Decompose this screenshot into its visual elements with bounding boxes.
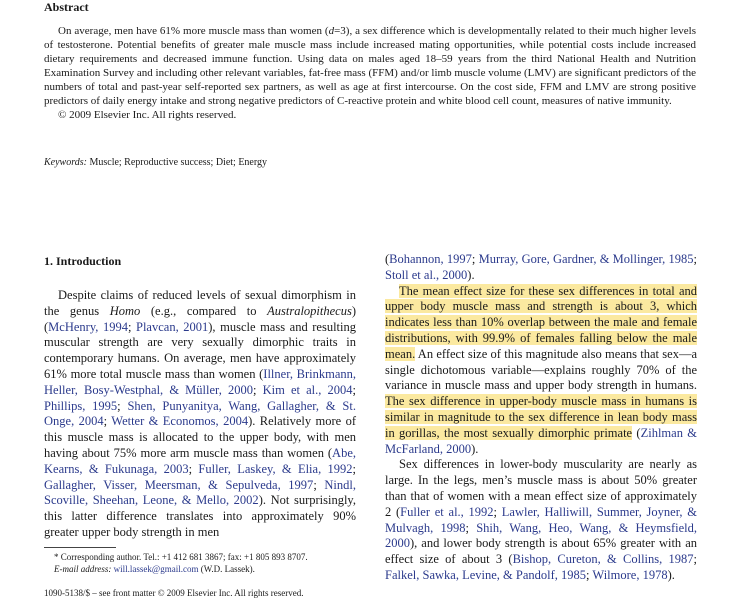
citation-link[interactable]: Falkel, Sawka, Levine, & Pandolf, 1985 [385,567,587,582]
citation-link[interactable]: Fuller et al., 1992 [400,504,494,519]
abstract-heading: Abstract [44,0,89,14]
citation-link[interactable]: Plavcan, 2001 [136,319,209,334]
citation-link[interactable]: Kim et al., 2004 [262,382,353,397]
citation-link[interactable]: Bishop, Cureton, & Collins, 1987 [512,552,694,567]
citation-link[interactable]: McHenry, 1994 [48,319,128,334]
citation-link[interactable]: Shen, Punyanitya, Wang, Gallagher, & St. Onge, 2004 [44,398,356,429]
citation-link[interactable]: Zihlman & McFarland, 2000 [385,425,697,456]
keywords-line [44,156,267,169]
footnote-divider [44,547,116,548]
email-link[interactable]: will.lassek@gmail.com [111,564,199,574]
citation-link[interactable]: Lawler, Halliwill, Summer, Joyner, & Mulvagh, 1998 [385,504,697,535]
keywords-label: Keywords: [44,157,87,168]
citation-link[interactable]: Fuller, Laskey, & Elia, 1992 [198,461,353,476]
abstract-paragraph: On average, men have 61% more muscle mass than women (d=3), a sex difference which is developmentally related to their much higher levels of testosterone. Potential benefits of greater male muscle mass include increased mating opportunities, while potential costs include increased dietary requirements and decreased immune function. Using data on males aged 18–59 years from the third National Health and Nutrition Examination Survey and including other relevant variables, fat-free mass (FFM) and/or limb muscle volume (LMV) are significant predictors of the numbers of total and past-year self-reported sex partners, as well as age at first intercourse. On the cost side, FFM and LMV are strong positive predictors of daily energy intake and strong negative predictors of C-reactive protein and white blood cell count, measures of native immunity. [44,25,697,107]
email-line: E-mail address: will.lassek@gmail.com (W.D. Lassek). [54,564,255,574]
front-matter-line: 1090-5138/$ – see front matter © 2009 Elsevier Inc. All rights reserved. [44,588,304,598]
intro-paragraph-3: Sex differences in lower-body muscularity are nearly as large. In the legs, men’s muscle mass is about 50% greater than that of women with a mean effect size of approximately 2 (Fuller et al., 1992; Lawler, Halliwill, Summer, Joyner, & Mulvagh, 1998; Shih, Wang, Heo, Wang, & Heymsfield, 2000), and lower body strength is about 65% greater with an effect size of about 3 (Bishop, Cureton, & Collins, 1987; Falkel, Sawka, Levine, & Pandolf, 1985; Wilmore, 1978). [385,457,698,582]
corresponding-author: * Corresponding author. Tel.: +1 412 681 3867; fax: +1 805 893 8707. [54,552,308,562]
citation-link[interactable]: Nindl, Scoville, Sheehan, Leone, & Mello, 2002 [44,477,356,508]
intro-paragraph-1: Despite claims of reduced levels of sexual dimorphism in the genus Homo (e.g., compared to Australopithecus) (McHenry, 1994; Plavcan, 2001), muscle mass and resulting muscular strength are very sexually dimorphic traits in contemporary humans. On average, men have approximately 61% more total muscle mass than women (Illner, Brinkmann, Heller, Bosy-Westphal, & Müller, 2000; Kim et al., 2004; Phillips, 1995; Shen, Punyanitya, Wang, Gallagher, & St. Onge, 2004; Wetter & Economos, 2004). Relatively more of this muscle mass is allocated to the upper body, with men having about 75% more arm muscle mass than women (Abe, Kearns, & Fukunaga, 2003; Fuller, Laskey, & Elia, 1992; Gallagher, Visser, Meersman, & Sepulveda, 1997; Nindl, Scoville, Sheehan, Leone, & Mello, 2002). Not surprisingly, this latter difference translates into approximately 90% greater upper body strength in men [44,288,357,539]
intro-paragraph-1-continued: (Bohannon, 1997; Murray, Gore, Gardner, & Mollinger, 1985; Stoll et al., 2000). [385,252,698,282]
citation-link[interactable]: Phillips, 1995 [44,398,118,413]
footnote [44,551,364,575]
citation-link[interactable]: Illner, Brinkmann, Heller, Bosy-Westphal, & Müller, 2000 [44,366,356,397]
citation-link[interactable]: Bohannon, 1997 [389,252,472,266]
section-heading-introduction: 1. Introduction [44,254,122,268]
highlighted-passage: The sex difference in upper-body muscle mass in humans is similar in magnitude to the sex difference in lean body mass in gorillas, the most sexually dimorphic primate [385,394,697,440]
highlighted-passage: The mean effect size for these sex differences in total and upper body muscle mass and strength is about 3, which indicates less than 10% overlap between the male and female distributions, with 99.9% of females falling below the male mean. [385,283,697,361]
abstract-body [44,24,696,122]
keywords-text: Muscle; Reproductive success; Diet; Energy [86,157,268,168]
citation-link[interactable]: Wetter & Economos, 2004 [111,414,249,429]
citation-link[interactable]: Shih, Wang, Heo, Wang, & Heymsfield, 2000 [385,520,697,551]
email-label: E-mail address: [54,564,112,574]
abstract-copyright: © 2009 Elsevier Inc. All rights reserved. [58,109,237,121]
citation-link[interactable]: Stoll et al., 2000 [385,267,468,282]
left-column [44,253,356,541]
citation-link[interactable]: Abe, Kearns, & Fukunaga, 2003 [44,445,356,476]
citation-link[interactable]: Wilmore, 1978 [592,567,668,582]
citation-link[interactable]: Gallagher, Visser, Meersman, & Sepulveda, 1997 [44,477,314,492]
citation-link[interactable]: Murray, Gore, Gardner, & Mollinger, 1985 [478,252,694,266]
intro-paragraph-2: The mean effect size for these sex differences in total and upper body muscle mass and strength is about 3, which indicates less than 10% overlap between the male and female distributions, with 99.9% of females falling below the male mean. An effect size of this magnitude also means that sex—a single dichotomous variable—explains roughly 70% of the variance in muscle mass and upper body strength in humans. The sex difference in upper-body muscle mass in humans is similar in magnitude to the sex difference in lean body mass in gorillas, the most sexually dimorphic primate (Zihlman & McFarland, 2000). [385,283,697,456]
right-column [385,252,697,584]
